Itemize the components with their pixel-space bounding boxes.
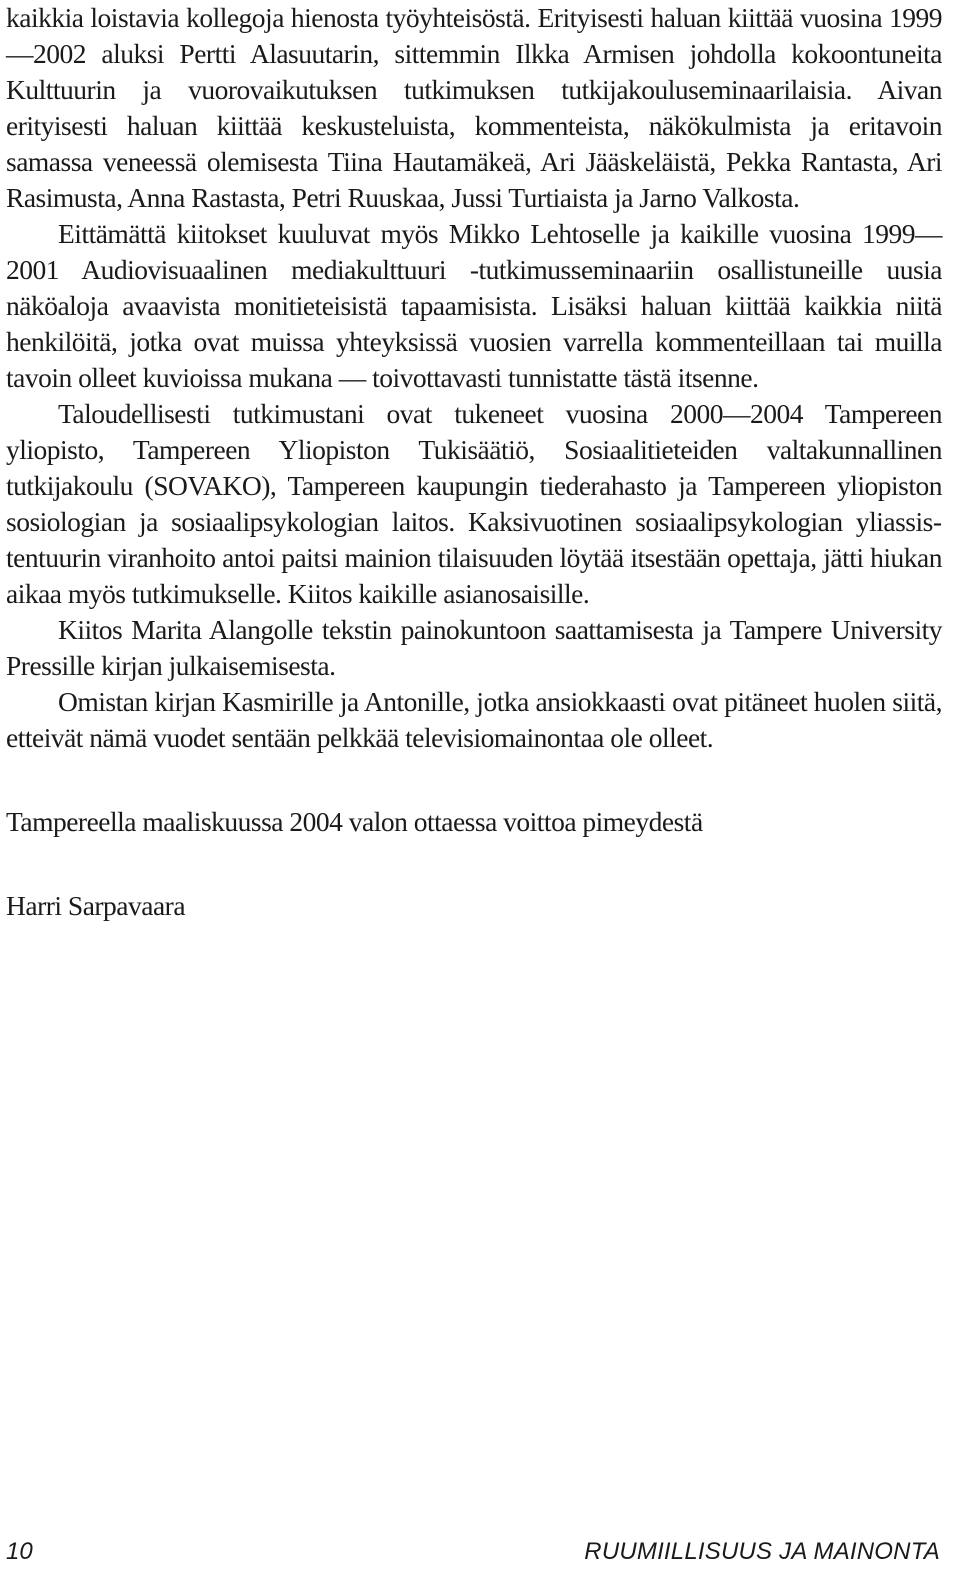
document-page [6,0,942,1594]
paragraph-acknowledgements-publishing: Kiitos Marita Alangolle tekstin painokuntoon saattamisesta ja Tampere University Pressille kirjan julkaisemisesta. [6,614,942,681]
paragraph-acknowledgements-colleagues: kaikkia loistavia kollegoja hienosta työyhteisöstä. Erityisesti haluan kiittää vuosina 1999—2002 aluksi Pertti Alasuutarin, sittemmin Ilkka Armisen johdolla kokoontuneita Kulttuurin ja vuorovaikutuksen tutkimuksen tutkijakouluseminaarilaisia. Aivan erityisesti haluan kiittää keskusteluista, kommenteista, näkökulmista ja eritavoin samassa veneessä olemisesta Tiina Hautamäkeä, Ari Jääskeläistä, Pekka Rantasta, Ari Rasimusta, Anna Rastasta, Petri Ruuskaa, Jussi Turtiaista ja Jarno Valkosta. [6,2,942,213]
page-number: 10 [6,1538,33,1565]
running-head: RUUMIILLISUUS JA MAINONTA [584,1538,940,1565]
paragraph-acknowledgements-seminar: Eittämättä kiitokset kuuluvat myös Mikko Lehtoselle ja kaikille vuosina 1999—2001 Audiovisuaalinen mediakulttuuri -tutkimusseminaariin osallistuneille uusia näköaloja avaavista monitieteisistä tapaamisista. Lisäksi haluan kiittää kaikkia niitä henkilöitä, jotka ovat muissa yhteyksissä vuosien varrella kommenteillaan tai muilla tavoin olleet kuvioissa mukana — toivottavasti tunnistatte tästä itsenne. [6,218,942,393]
page-footer [6,1538,940,1568]
paragraph-dedication: Omistan kirjan Kasmirille ja Antonille, jotka ansiokkaasti ovat pitäneet huolen siitä, etteivät nämä vuodet sentään pelkkää televisiomainontaa ole olleet. [6,686,942,753]
paragraph-acknowledgements-funding: Taloudellisesti tutkimustani ovat tukeneet vuosina 2000—2004 Tampereen yliopisto, Tampereen Yliopiston Tukisäätiö, Sosiaalitieteiden valtakunnallinen tutkijakoulu (SOVAKO), Tampereen kaupungin tiederahasto ja Tampereen yliopiston sosiologian ja sosiaalipsykologian laitos. Kaksivuotinen sosiaalipsykologian yliassistentuurin viranhoito antoi paitsi mainion tilaisuuden löytää itsestään opettaja, jätti hiukan aikaa myös tutkimukselle. Kiitos kaikille asianosaisille. [6,398,942,609]
dateline: Tampereella maaliskuussa 2004 valon ottaessa voittoa pimeydestä [6,806,703,837]
author-signature: Harri Sarpavaara [6,890,186,921]
